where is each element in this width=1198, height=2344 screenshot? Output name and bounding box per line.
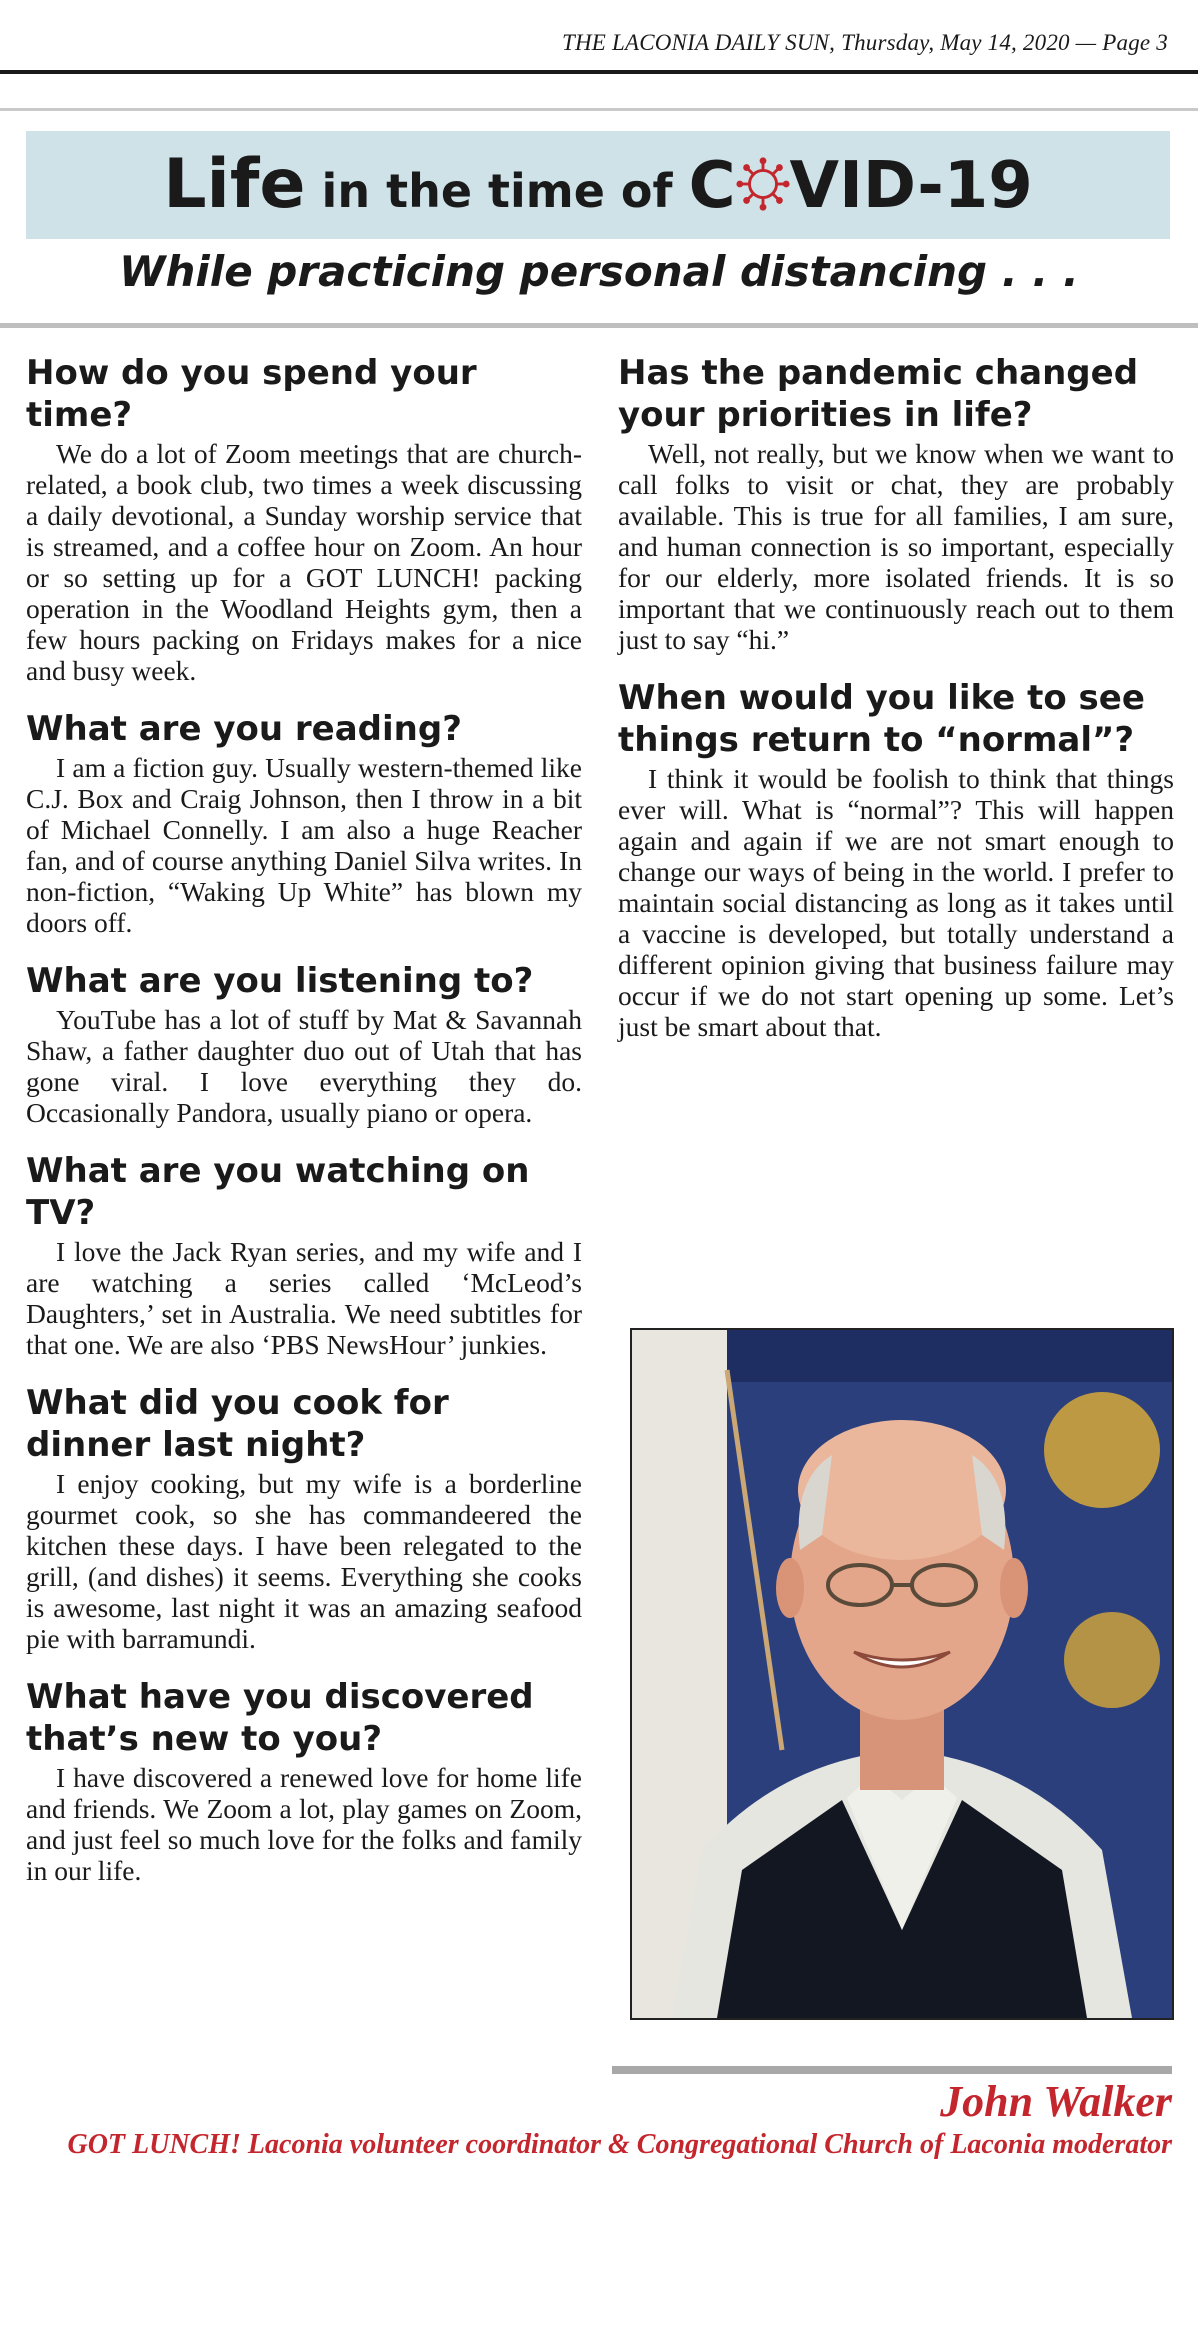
- banner-title-box: [26, 131, 1170, 239]
- qa-section: [26, 708, 582, 938]
- title-mid: in the time of: [305, 164, 689, 218]
- left-column: [26, 352, 582, 1908]
- question-heading: What are you reading?: [26, 709, 462, 749]
- qa-section: [26, 1676, 582, 1886]
- subject-name: John Walker: [940, 2077, 1172, 2126]
- question-heading: Has the pandemic changed your priorities in life?: [618, 353, 1139, 435]
- answer-text: YouTube has a lot of stuff by Mat & Savannah Shaw, a father daughter duo out of Utah that has gone viral. I love everything they do. Occasionally Pandora, usually piano or opera.: [26, 1004, 582, 1128]
- subject-role: GOT LUNCH! Laconia volunteer coordinator & Congregational Church of Laconia moderator: [67, 2129, 1172, 2160]
- qa-section: [618, 677, 1174, 1042]
- qa-section: [26, 1382, 582, 1654]
- right-column: [618, 352, 1174, 1064]
- question-heading: When would you like to see things return to “normal”?: [618, 678, 1145, 760]
- photo-credit: [67, 2076, 1172, 2162]
- answer-text: I have discovered a renewed love for home life and friends. We Zoom a lot, play games on Zoom, and just feel so much love for the folks and family in our life.: [26, 1762, 582, 1886]
- question-heading: What have you discovered that’s new to you?: [26, 1677, 534, 1759]
- title-life: Life: [163, 145, 306, 224]
- answer-text: I enjoy cooking, but my wife is a borderline gourmet cook, so she has commandeered the kitchen these days. I have been relegated to the grill, (and dishes) it seems. Everything she cooks is awesome, last night it was an amazing seafood pie with barramundi.: [26, 1468, 582, 1654]
- header-rule: [0, 70, 1198, 74]
- answer-text: We do a lot of Zoom meetings that are church-related, a book club, two times a week discussing a daily devotional, a Sunday worship service that is streamed, and a coffee hour on Zoom. An hour or so setting up for a GOT LUNCH! packing operation in the Woodland Heights gym, then a few hours packing on Fridays makes for a nice and busy week.: [26, 438, 582, 686]
- qa-section: [26, 352, 582, 686]
- qa-section: [618, 352, 1174, 655]
- coronavirus-icon: [734, 155, 792, 213]
- qa-section: [26, 960, 582, 1128]
- qa-section: [26, 1150, 582, 1360]
- title-c: C: [688, 149, 736, 223]
- question-heading: What are you listening to?: [26, 961, 534, 1001]
- question-heading: How do you spend your time?: [26, 353, 477, 435]
- question-heading: What did you cook for dinner last night?: [26, 1383, 449, 1465]
- answer-text: I am a fiction guy. Usually western-themed like C.J. Box and Craig Johnson, then I throw in a bit of Michael Connelly. I am also a huge Reacher fan, and of course anything Daniel Silva writes. In non-fiction, “Waking Up White” has blown my doors off.: [26, 752, 582, 938]
- feature-banner: [0, 108, 1198, 328]
- title-rest: VID-19: [789, 149, 1033, 223]
- credit-rule: [612, 2066, 1172, 2074]
- banner-subtitle: While practicing personal distancing . . .: [119, 247, 1079, 296]
- portrait-illustration: [632, 1330, 1172, 2018]
- answer-text: I think it would be foolish to think that things ever will. What is “normal”? This will happen again and again if we are not smart enough to change our ways of being in the world. I prefer to maintain social distancing as long as it takes until a vaccine is developed, but totally understand a different opinion giving that business failure may occur if we do not start opening up some. Let’s just be smart about that.: [618, 763, 1174, 1042]
- portrait-photo: [630, 1328, 1174, 2020]
- answer-text: I love the Jack Ryan series, and my wife and I are watching a series called ‘McLeod’s Daughters,’ set in Australia. We need subtitles for that one. We are also ‘PBS NewsHour’ junkies.: [26, 1236, 582, 1360]
- banner-title: [26, 145, 1170, 224]
- question-heading: What are you watching on TV?: [26, 1151, 530, 1233]
- answer-text: Well, not really, but we know when we want to call folks to visit or chat, they are probably available. This is true for all families, I am sure, and human connection is so important, especially for our elderly, more isolated friends. It is so important that we continuously reach out to them just to say “hi.”: [618, 438, 1174, 655]
- running-head: THE LACONIA DAILY SUN, Thursday, May 14, 2020 — Page 3: [561, 30, 1168, 55]
